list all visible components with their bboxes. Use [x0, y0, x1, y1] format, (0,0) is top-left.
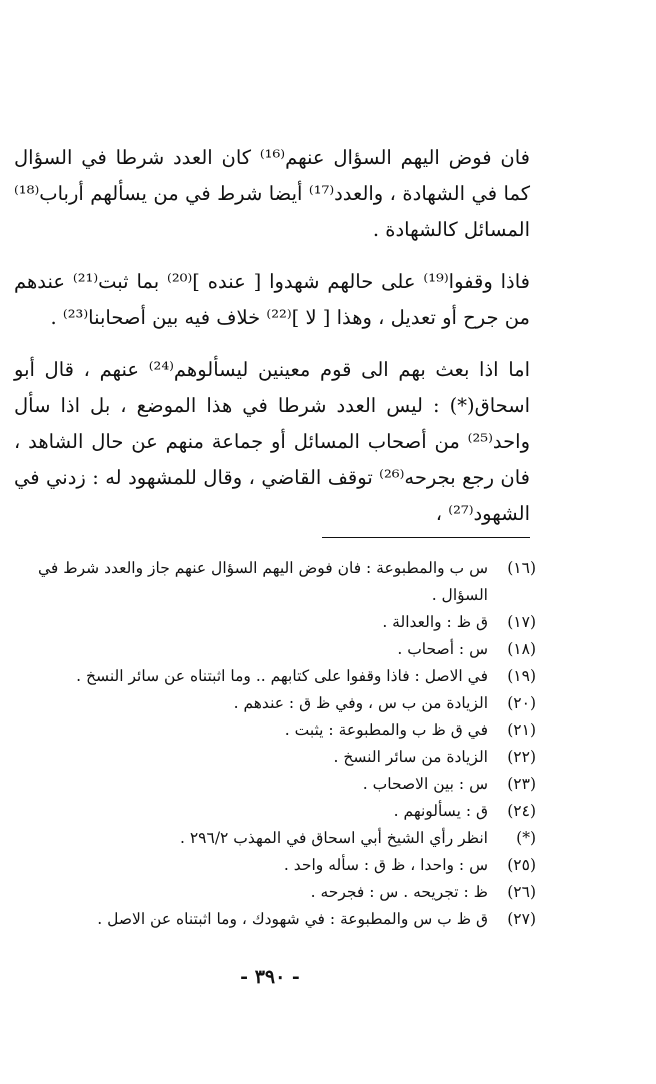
footnote-25	[8, 852, 536, 879]
footnote-21	[8, 717, 536, 744]
footnote-number: (١٧)	[507, 613, 536, 631]
footnote-text: الزيادة من ب س ، وفي ظ ق : عندهم .	[233, 694, 488, 712]
footnote-text: ق ظ ب س والمطبوعة : في شهودك ، وما اثبتناه عن الاصل .	[97, 910, 488, 928]
footnote-text: انظر رأي الشيخ أبي اسحاق في المهذب ٢٩٦/٢ .	[179, 829, 488, 847]
footnote-text: ق : يسألونهم .	[393, 802, 488, 820]
footnote-20	[8, 690, 536, 717]
footnote-text: س : أصحاب .	[397, 640, 488, 658]
footnote-number: (٢٠)	[507, 694, 536, 712]
footnote-18	[8, 636, 536, 663]
footnote-text: في الاصل : فاذا وقفوا على كتابهم .. وما اثبتناه عن سائر النسخ .	[76, 667, 488, 685]
footnote-26	[8, 879, 536, 906]
footnote-separator	[322, 537, 530, 538]
footnote-number: (٢٣)	[507, 775, 536, 793]
footnote-text: الزيادة من سائر النسخ .	[333, 748, 488, 766]
footnote-number: (١٩)	[507, 667, 536, 685]
footnote-star	[8, 825, 536, 852]
footnote-number: (٢٤)	[507, 802, 536, 820]
main-text	[14, 140, 530, 548]
footnote-text: س : واحدا ، ظ ق : سأله واحد .	[283, 856, 488, 874]
footnote-23	[8, 771, 536, 798]
footnote-number: (٢٢)	[507, 748, 536, 766]
paragraph-1: فان فوض اليهم السؤال عنهم⁽¹⁶⁾ كان العدد شرطا في السؤال كما في الشهادة ، والعدد⁽¹⁷⁾ أيضا شرط في من يسألهم أرباب⁽¹⁸⁾ المسائل كالشهادة .	[14, 146, 531, 241]
footnote-text: ق ظ : والعدالة .	[382, 613, 488, 631]
footnote-19	[8, 663, 536, 690]
footnote-text: في ق ظ ب والمطبوعة : يثبت .	[284, 721, 488, 739]
footnote-27	[8, 906, 536, 933]
footnote-number: (*)	[516, 829, 536, 847]
footnote-17	[8, 609, 536, 636]
paragraph-2: فاذا وقفوا⁽¹⁹⁾ على حالهم شهدوا [ عنده ]⁽²⁰⁾ بما ثبت⁽²¹⁾ عندهم من جرح أو تعديل ، وهذا [ لا ]⁽²²⁾ خلاف فيه بين أصحابنا⁽²³⁾ .	[14, 270, 530, 329]
footnotes	[8, 555, 536, 933]
paragraph-3: اما اذا بعث بهم الى قوم معينين ليسألوهم⁽²⁴⁾ عنهم ، قال أبو اسحاق(*) : ليس العدد شرطا في هذا الموضع ، بل اذا سأل واحد⁽²⁵⁾ من أصحاب المسائل أو جماعة منهم عن حال الشاهد ، فان رجع بجرحه⁽²⁶⁾ توقف القاضي ، وقال للمشهود له : زدني في الشهود⁽²⁷⁾ ،	[14, 358, 531, 525]
footnote-number: (٢٦)	[507, 883, 536, 901]
footnote-number: (٢٥)	[507, 856, 536, 874]
footnote-number: (١٨)	[507, 640, 536, 658]
footnote-number: (٢٧)	[507, 910, 536, 928]
footnote-text: س ب والمطبوعة : فان فوض اليهم السؤال عنهم جاز والعدد شرط في السؤال .	[38, 559, 488, 604]
footnote-24	[8, 798, 536, 825]
footnote-number: (٢١)	[507, 721, 536, 739]
footnote-text: س : بين الاصحاب .	[362, 775, 488, 793]
footnote-22	[8, 744, 536, 771]
footnote-16	[8, 555, 536, 609]
page-number: - ٣٩٠ -	[240, 966, 300, 988]
footnote-number: (١٦)	[507, 559, 536, 577]
footnote-text: ظ : تجريحه . س : فجرحه .	[310, 883, 488, 901]
